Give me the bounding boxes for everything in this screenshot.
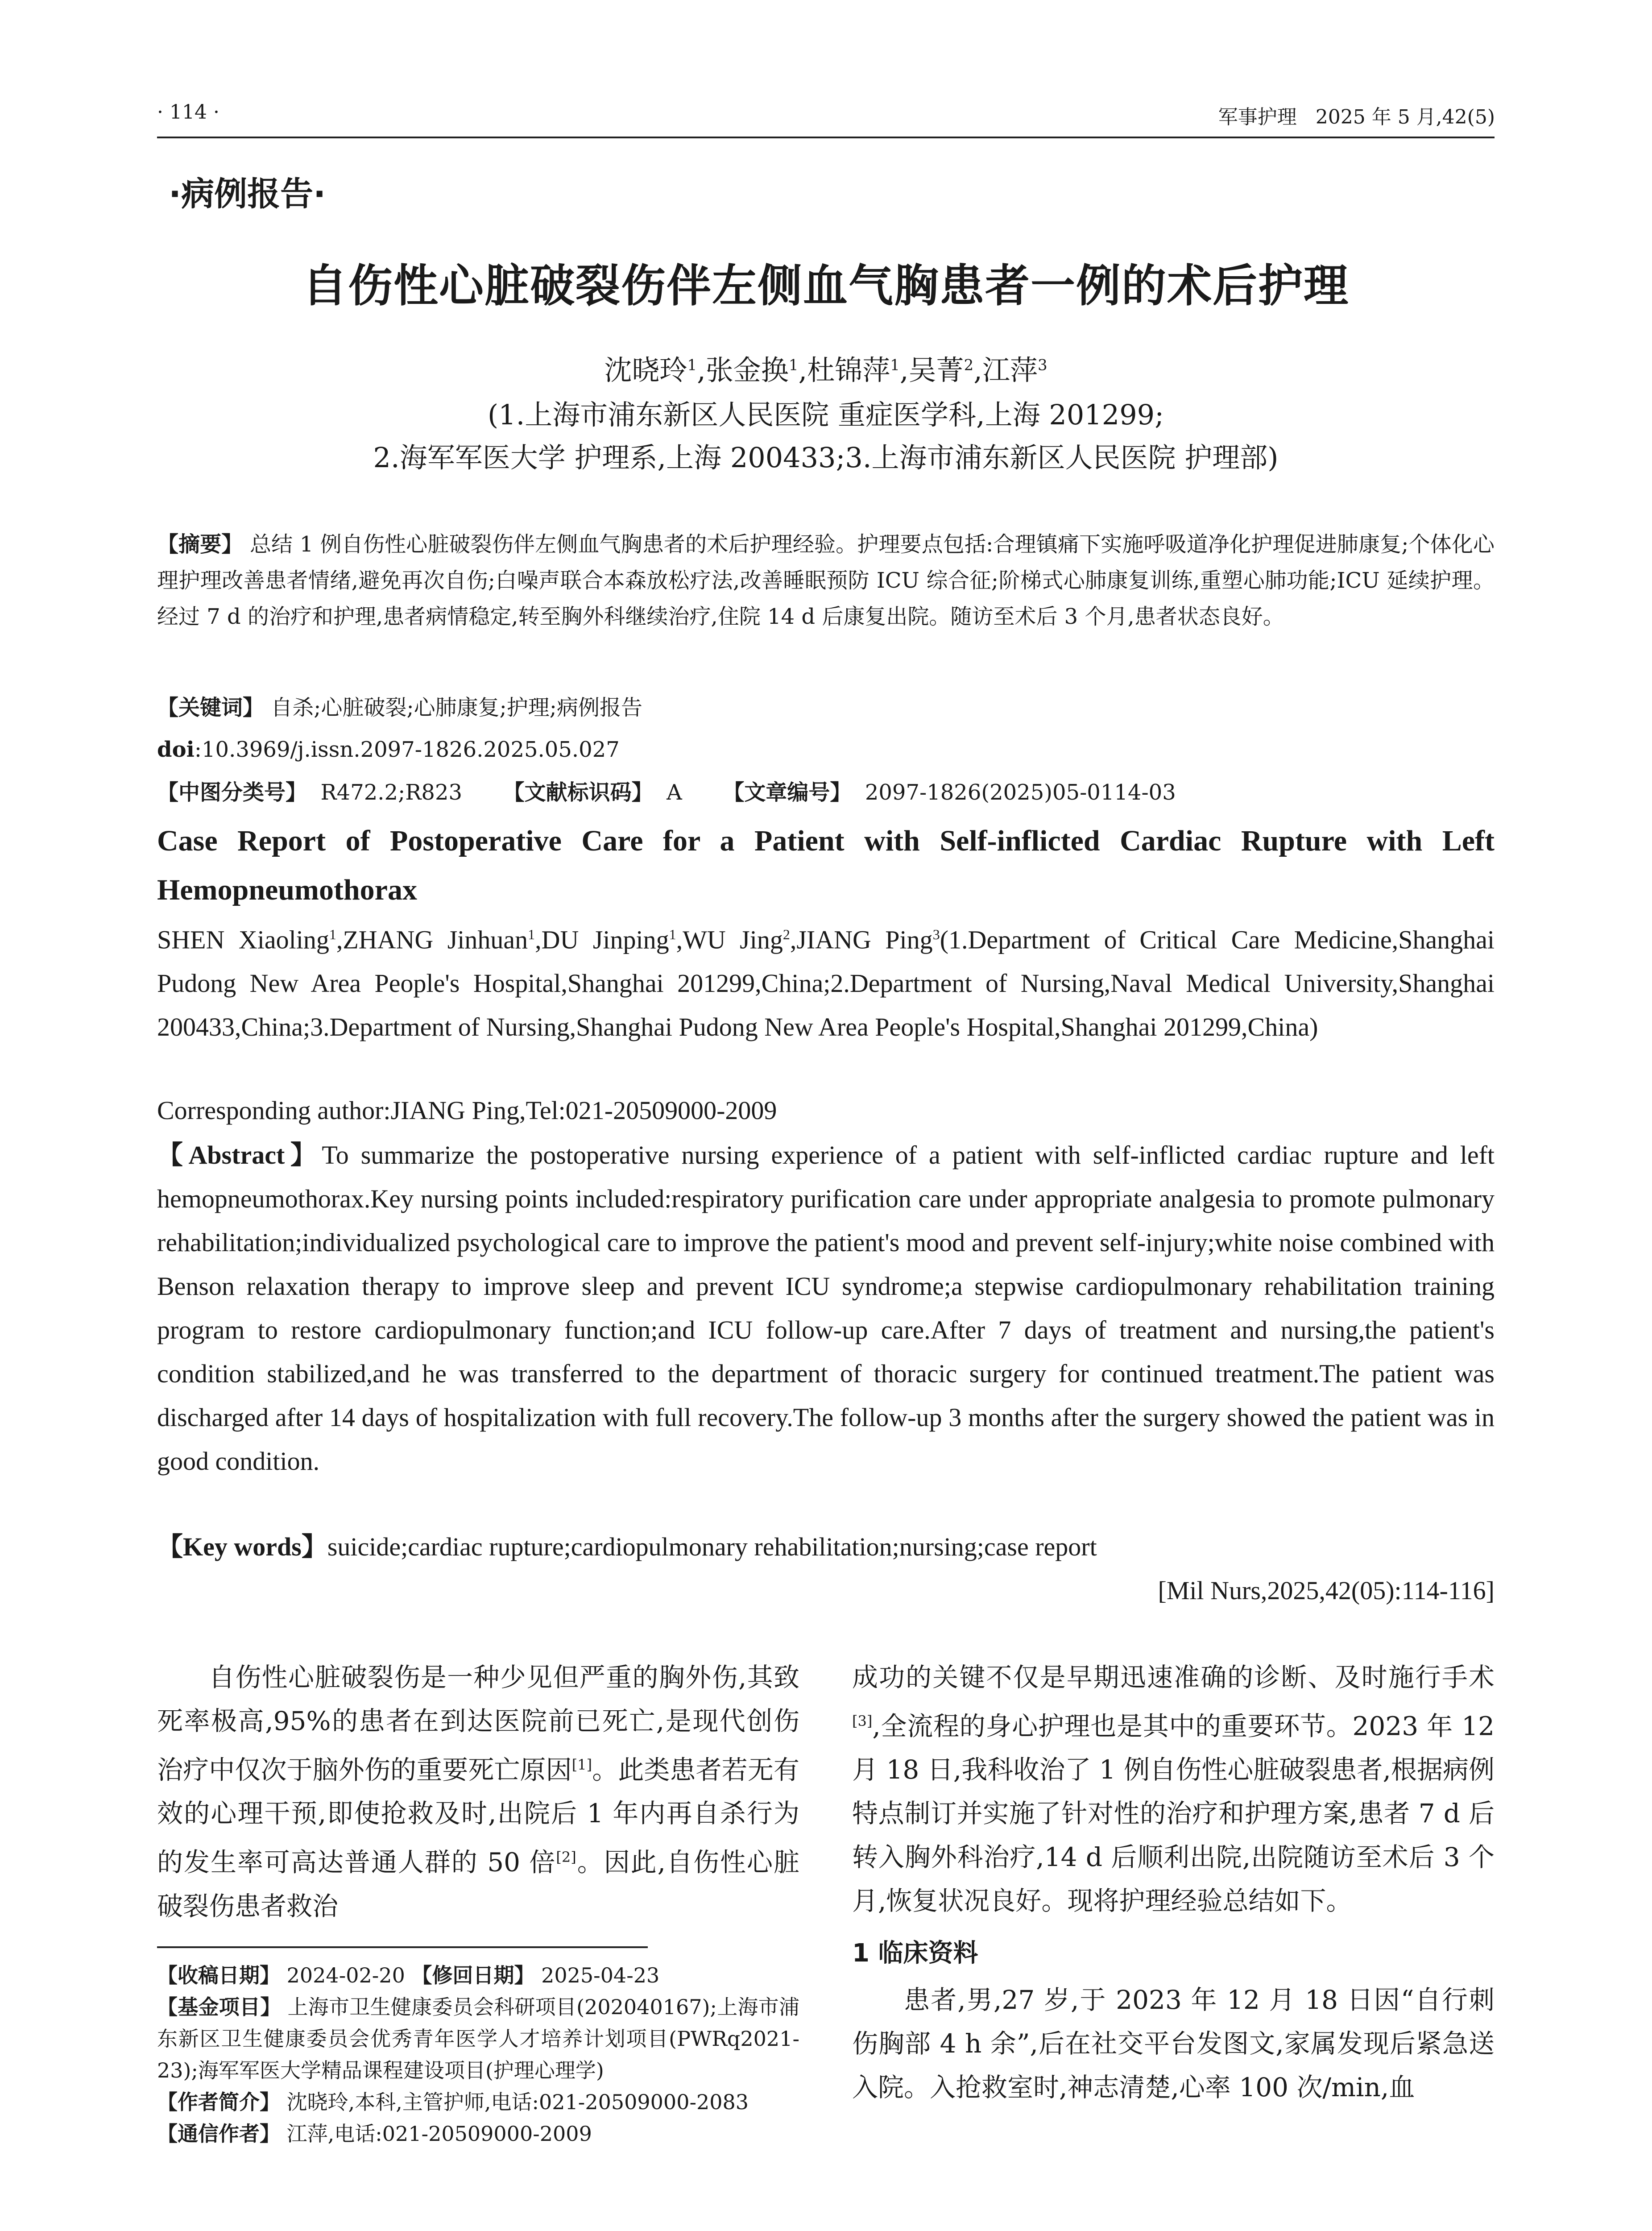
author-affiliation-mark: 1 <box>788 356 799 374</box>
author-name-en: WU Jing <box>683 925 783 954</box>
footnote-correspondence <box>157 2118 799 2150</box>
journal-info: 军事护理 2025 年 5 月,42(5) <box>1218 106 1495 129</box>
footnote-rule <box>157 1946 648 1948</box>
affiliations-en: (1.Department of Critical Care Medicine,Shanghai Pudong New Area People's Hospital,Shanghai 201299,China;2.Department of Nursing,Naval Medical University,Shanghai 200433,China;3.Department of Nursing,Shanghai Pudong New Area People's Hospital,Shanghai 201299,China) <box>157 925 1495 1042</box>
footnote-dates <box>157 1960 799 1991</box>
body-text: ,全流程的身心护理也是其中的重要环节。2023 年 12 月 18 日,我科收治了 1 例自伤性心脏破裂患者,根据病例特点制订并实施了针对性的治疗和护理方案,患者 7 d 后转入胸外科治疗,14 d 后顺利出院,出院随访至术后 3 个月,恢复状况良好。现将护理经验总结如下。 <box>852 1711 1495 1916</box>
body-text: 。因此,自伤性心脏破裂伤患者救治 <box>157 1847 800 1921</box>
doc-code-value: A <box>667 780 682 805</box>
author-bio-text: 沈晓玲,本科,主管护师,电话:021-20509000-2083 <box>286 2090 749 2114</box>
author-affiliation-mark: 2 <box>964 356 974 374</box>
header-rule <box>157 137 1495 138</box>
reference-mark[interactable]: [3] <box>852 1713 873 1729</box>
abstract-cn <box>157 527 1495 635</box>
author-affiliation-mark: 1 <box>669 926 676 942</box>
footnote-author <box>157 2086 799 2118</box>
author-name-en: SHEN Xiaoling <box>157 925 329 954</box>
citation: [Mil Nurs,2025,42(05):114-116] <box>1158 1576 1495 1605</box>
article-no-value: 2097-1826(2025)05-0114-03 <box>865 780 1176 805</box>
keywords-cn <box>157 690 1495 726</box>
corresponding-author-en: Corresponding author:JIANG Ping,Tel:021-20509000-2009 <box>157 1096 777 1125</box>
author-name-en: DU Jinping <box>541 925 669 954</box>
body-text: 自伤性心脏破裂伤是一种少见但严重的胸外伤,其致死率极高,95%的患者在到达医院前已死亡,是现代创伤治疗中仅次于脑外伤的重要死亡原因 <box>157 1662 799 1785</box>
keywords-cn-text: 自杀;心脏破裂;心肺康复;护理;病例报告 <box>271 695 642 720</box>
author-list-en: SHEN Xiaoling$^1$,ZHANG Jinhuan$^1$,DU Jinping$^1$,WU Jing$^2$,JIANG Ping$^3$(1.Department of Critical Care Medicine,Shanghai Pudong New Area People's Hospital,Shanghai 201299,China;2.Department of Nursing,Naval Medical University,Shanghai 200433,China;3.Department of Nursing,Shanghai Pudong New Area People's Hospital,Shanghai 201299,China) <box>157 925 1495 1042</box>
abstract-en-label: 【Abstract】 <box>157 1140 322 1169</box>
article-no-label: 【文章编号】 <box>723 780 852 805</box>
author-affiliation-mark: 1 <box>890 356 900 374</box>
author-affiliation-mark: 3 <box>1037 356 1048 374</box>
keywords-en <box>157 1525 1495 1569</box>
section-heading: 1 临床资料 <box>852 1939 978 1968</box>
revised-label: 【修回日期】 <box>411 1963 535 1987</box>
fund-text: 上海市卫生健康委员会科研项目(202040167);上海市浦东新区卫生健康委员会优秀青年医学人才培养计划项目(PWRq2021-23);海军军医大学精品课程建设项目(护理心理学) <box>157 1995 800 2082</box>
correspondence-label: 【通信作者】 <box>157 2122 280 2146</box>
revised-date: 2025-04-23 <box>541 1963 660 1987</box>
affiliation-line: 2.海军军医大学 护理系,上海 200433;3.上海市浦东新区人民医院 护理部) <box>373 441 1279 474</box>
author-name: 杜锦萍 <box>807 354 890 386</box>
clc-label: 【中图分类号】 <box>157 780 307 805</box>
received-date: 2024-02-20 <box>286 1963 405 1987</box>
doc-code-label: 【文献标识码】 <box>503 780 653 805</box>
reference-mark[interactable]: [1] <box>571 1756 592 1773</box>
keywords-en-text: suicide;cardiac rupture;cardiopulmonary rehabilitation;nursing;case report <box>327 1532 1097 1561</box>
fund-label: 【基金项目】 <box>157 1995 281 2019</box>
author-list: 沈晓玲$^1$,张金换$^1$,杜锦萍$^1$,吴菁$^2$,江萍$^3$ <box>604 354 1048 386</box>
body-right-column <box>852 1655 1495 2109</box>
doi-label: doi <box>157 737 195 762</box>
article-title-en: Case Report of Postoperative Care for a Patient with Self-inflicted Cardiac Rupture with Left Hemopneumothorax <box>157 825 1495 906</box>
keywords-en-label: 【Key words】 <box>157 1532 327 1561</box>
body-text: 成功的关键不仅是早期迅速准确的诊断、及时施行手术 <box>852 1662 1495 1692</box>
abstract-en-text: To summarize the postoperative nursing experience of a patient with self-inflicted cardiac rupture and left hemopneumothorax.Key nursing points included:respiratory purification care under appropriate analgesia to promote pulmonary rehabilitation;individualized psychological care to improve the patient's mood and prevent self-injury;white noise combined with Benson relaxation therapy to improve sleep and prevent ICU syndrome;a stepwise cardiopulmonary rehabilitation training program to restore cardiopulmonary function;and ICU follow-up care.After 7 days of treatment and nursing,the patient's condition stabilized,and he was transferred to the department of thoracic surgery for continued treatment.The patient was discharged after 14 days of hospitalization with full recovery.The follow-up 3 months after the surgery showed the patient was in good condition. <box>157 1140 1495 1476</box>
page-number: · 114 · <box>157 101 219 124</box>
body-paragraph <box>852 1655 1495 1923</box>
keywords-cn-label: 【关键词】 <box>157 695 265 720</box>
abstract-cn-label: 【摘要】 <box>157 532 243 557</box>
author-name: 吴菁 <box>908 354 964 386</box>
body-paragraph <box>157 1655 799 1928</box>
author-affiliation-mark: 1 <box>329 926 336 942</box>
correspondence-text: 江萍,电话:021-20509000-2009 <box>286 2122 592 2146</box>
abstract-cn-text: 总结 1 例自伤性心脏破裂伤伴左侧血气胸患者的术后护理经验。护理要点包括:合理镇痛下实施呼吸道净化护理促进肺康复;个体化心理护理改善患者情绪,避免再次自伤;白噪声联合本森放松疗法,改善睡眠预防 ICU 综合征;阶梯式心肺康复训练,重塑心肺功能;ICU 延续护理。经过 7 d 的治疗和护理,患者病情稳定,转至胸外科继续治疗,住院 14 d 后康复出院。随访至术后 3 个月,患者状态良好。 <box>157 532 1495 629</box>
abstract-en <box>157 1133 1495 1483</box>
column-tag: ·病例报告· <box>169 175 326 213</box>
body-text: 。此类患者若无有效的心理干预,即使抢救及时,出院后 1 年内再自杀行为的发生率可高达普通人群的 50 倍 <box>157 1754 799 1878</box>
author-affiliation-mark: 3 <box>932 926 940 942</box>
author-name: 张金换 <box>705 354 789 386</box>
footnotes <box>157 1960 799 2150</box>
author-name: 江萍 <box>982 354 1038 386</box>
author-name-en: ZHANG Jinhuan <box>343 925 528 954</box>
article-title: 自伤性心脏破裂伤伴左侧血气胸患者一例的术后护理 <box>302 260 1349 312</box>
author-affiliation-mark: 1 <box>528 926 535 942</box>
classification-line <box>157 775 1495 811</box>
doi-value: :10.3969/j.issn.2097-1826.2025.05.027 <box>194 737 620 762</box>
body-paragraph: 患者,男,27 岁,于 2023 年 12 月 18 日因“自行刺伤胸部 4 h 余”,后在社交平台发图文,家属发现后紧急送入院。入抢救室时,神志清楚,心率 100 次/min,血 <box>852 1985 1495 2103</box>
affiliation-line: (1.上海市浦东新区人民医院 重症医学科,上海 201299; <box>487 398 1164 431</box>
footnote-fund <box>157 1991 799 2086</box>
author-affiliation-mark: 1 <box>687 356 697 374</box>
author-affiliation-mark: 2 <box>783 926 790 942</box>
author-bio-label: 【作者简介】 <box>157 2090 280 2114</box>
author-name: 沈晓玲 <box>604 354 687 386</box>
body-left-column <box>157 1655 799 1928</box>
clc-value: R472.2;R823 <box>320 780 463 805</box>
author-name-en: JIANG Ping <box>796 925 933 954</box>
doi-line <box>157 732 1495 768</box>
received-label: 【收稿日期】 <box>157 1963 280 1987</box>
reference-mark[interactable]: [2] <box>556 1849 576 1866</box>
